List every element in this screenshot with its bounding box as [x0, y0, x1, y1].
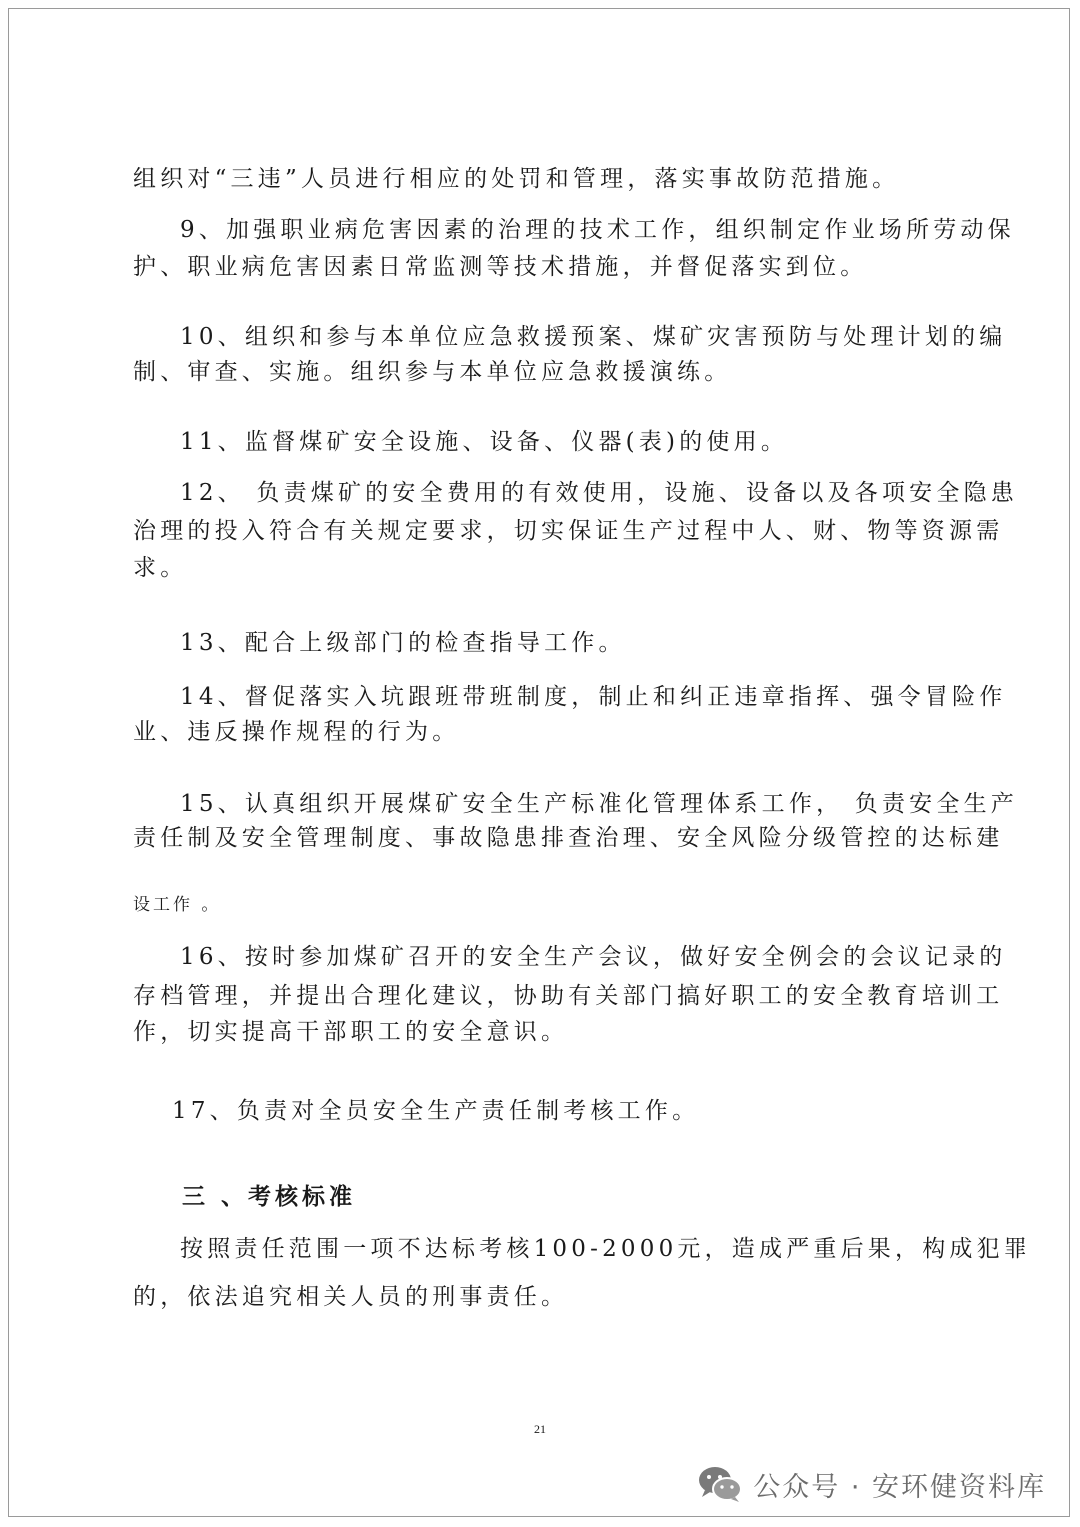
watermark-text: 公众号 · 安环健资料库	[753, 1471, 1046, 1503]
standard-line-2: 的，依法追究相关人员的刑事责任。	[133, 1284, 569, 1310]
section-heading: 三 、考核标准	[182, 1183, 357, 1210]
item-15-line-1: 15、认真组织开展煤矿安全生产标准化管理体系工作， 负责安全生产	[180, 791, 1018, 817]
item-9-line-2: 护、职业病危害因素日常监测等技术措施，并督促落实到位。	[133, 254, 868, 280]
item-12-line-1: 12、 负责煤矿的安全费用的有效使用，设施、设备以及各项安全隐患	[180, 480, 1018, 506]
item-14-line-2: 业、违反操作规程的行为。	[133, 719, 460, 745]
item-10-line-2: 制、审查、实施。组织参与本单位应急救援演练。	[133, 359, 732, 385]
standard-line-1: 按照责任范围一项不达标考核100-2000元，造成严重后果，构成犯罪	[180, 1236, 1032, 1262]
item-17-line-1: 17、负责对全员安全生产责任制考核工作。	[172, 1098, 700, 1124]
item-14-line-1: 14、督促落实入坑跟班带班制度，制止和纠正违章指挥、强令冒险作	[180, 684, 1007, 710]
item-16-line-3: 作，切实提高干部职工的安全意识。	[133, 1019, 569, 1045]
item-13-line-1: 13、配合上级部门的检查指导工作。	[180, 630, 626, 656]
item-9-line-1: 9、加强职业病危害因素的治理的技术工作，组织制定作业场所劳动保	[180, 217, 1015, 243]
item-12-line-3: 求。	[133, 555, 188, 581]
wechat-icon	[697, 1464, 743, 1504]
watermark	[697, 1462, 1046, 1506]
item-15-line-2: 责任制及安全管理制度、事故隐患排查治理、安全风险分级管控的达标建	[133, 825, 1004, 851]
page-number: 21	[534, 1422, 546, 1436]
item-16-line-2: 存档管理，并提出合理化建议，协助有关部门搞好职工的安全教育培训工	[133, 983, 1004, 1009]
item-15-line-3: 设工作 。	[133, 895, 222, 915]
item-12-line-2: 治理的投入符合有关规定要求，切实保证生产过程中人、财、物等资源需	[133, 518, 1004, 544]
paragraph-line: 组织对“三违”人员进行相应的处罚和管理，落实事故防范措施。	[133, 166, 900, 192]
item-11-line-1: 11、监督煤矿安全设施、设备、仪器(表)的使用。	[180, 429, 789, 455]
item-10-line-1: 10、组织和参与本单位应急救援预案、煤矿灾害预防与处理计划的编	[180, 324, 1007, 350]
item-16-line-1: 16、按时参加煤矿召开的安全生产会议，做好安全例会的会议记录的	[180, 944, 1007, 970]
